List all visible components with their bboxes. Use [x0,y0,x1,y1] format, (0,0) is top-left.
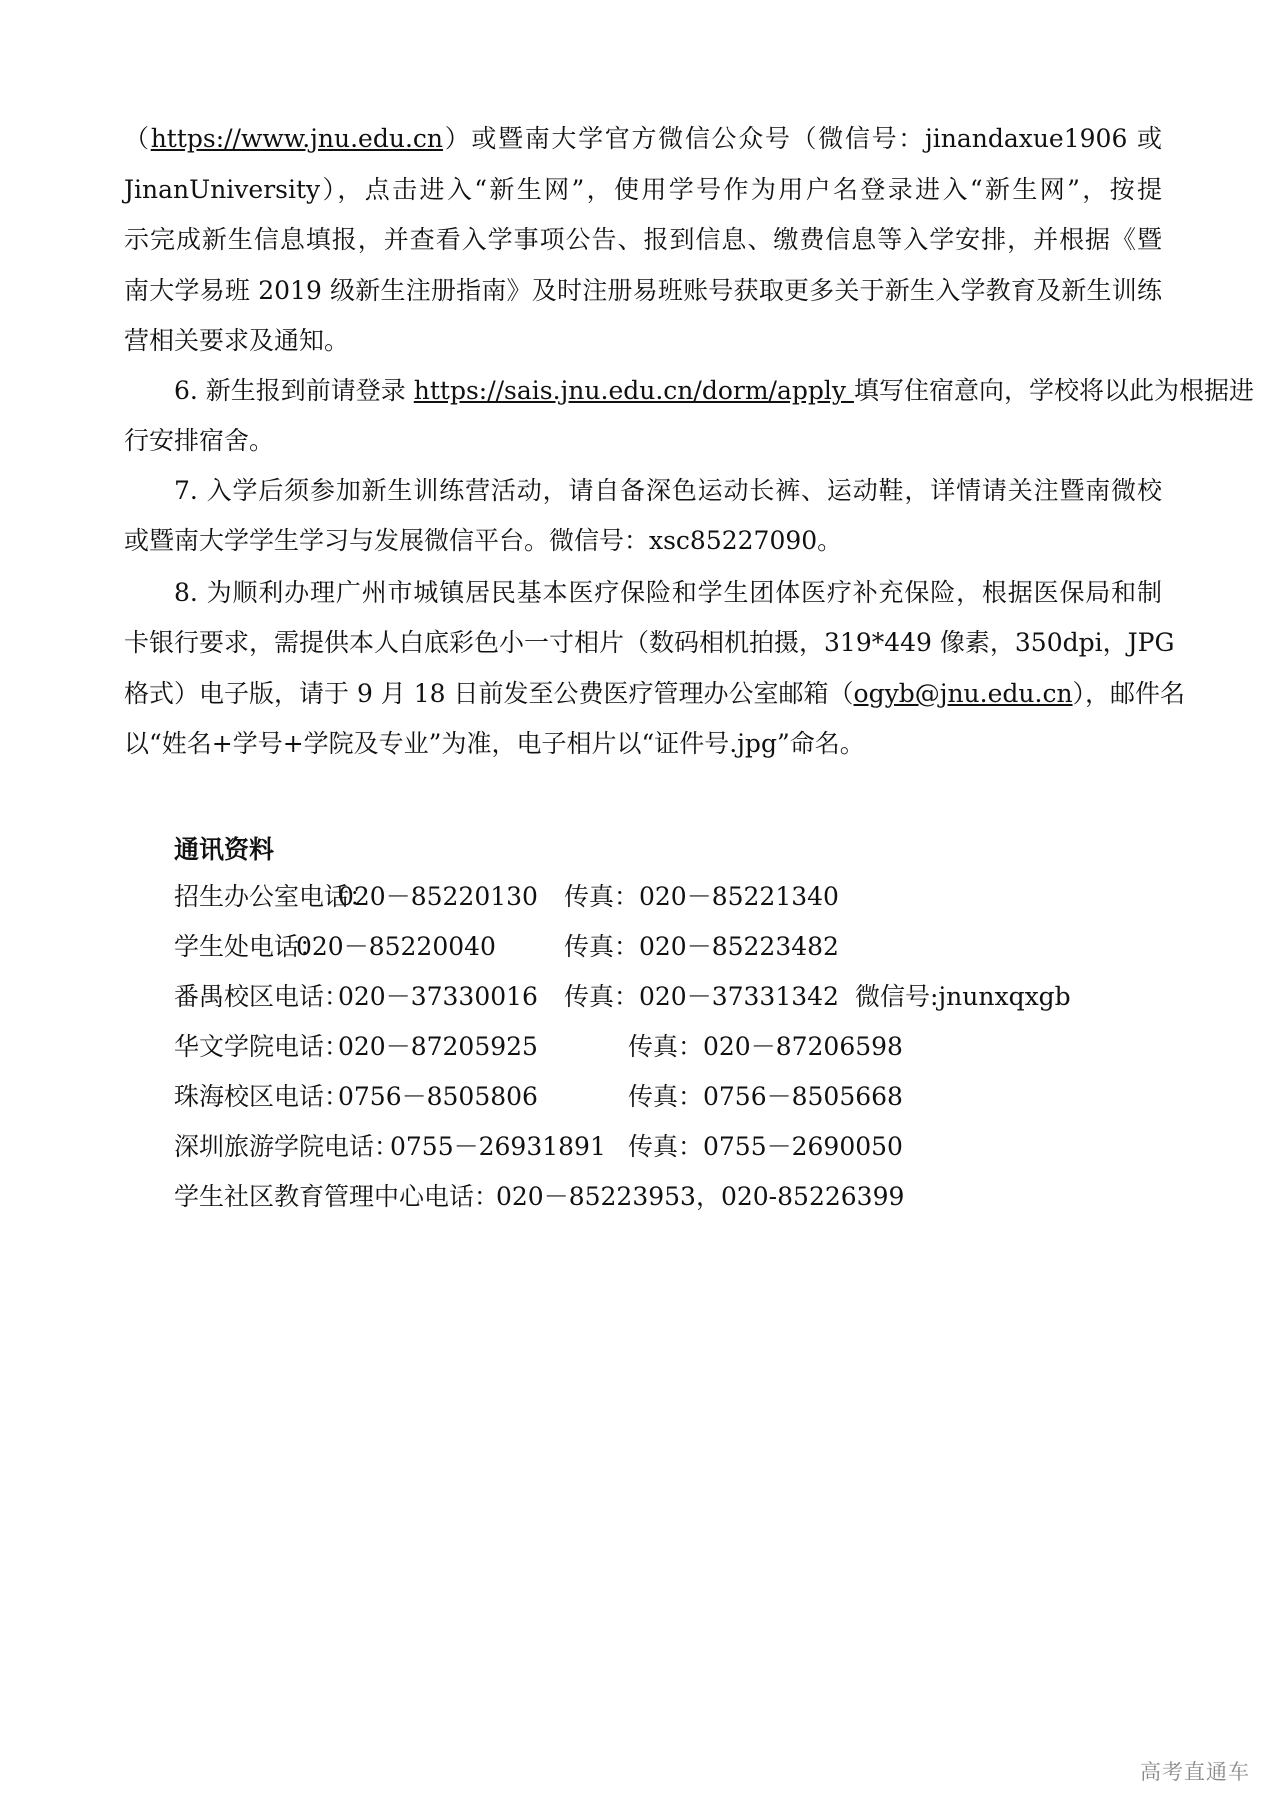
text-segment: （ [124,124,151,153]
text-segment: 示完成新生信息填报，并查看入学事项公告、报到信息、缴费信息等入学安排，并根据《暨 [124,225,1162,254]
text-segment: 南大学易班 2019 级新生注册指南》及时注册易班账号获取更多关于新生入学教育及新生训练 [124,276,1162,305]
contact-row [174,980,1174,1014]
link[interactable]: https://sais.jnu.edu.cn/dorm/apply [413,376,854,405]
contact-phone: 0755－26931891 [390,1132,606,1161]
text-segment: 6. 新生报到前请登录 [174,376,414,405]
contact-fax: 传真：020－85221340 [564,882,839,911]
contact-fax: 传真：020－85223482 [564,932,839,961]
text-segment: ）或暨南大学官方微信公众号（微信号：jinandaxue1906 或 [443,124,1162,153]
contact-phone: 020－85220130 [338,882,538,911]
link[interactable]: https://www.jnu.edu.cn [150,124,444,153]
contact-label: 学生处电话： [174,932,325,961]
text-segment: 格式）电子版，请于 9 月 18 日前发至公费医疗管理办公室邮箱（ [124,679,854,708]
contact-phone: 020－37330016 [338,982,538,1011]
contact-label: 珠海校区电话： [174,1082,350,1111]
link[interactable]: ogyb@jnu.edu.cn [853,679,1073,708]
contact-label: 招生办公室电话： [174,882,375,911]
contact-label: 番禺校区电话： [174,982,350,1011]
body-line [174,374,1254,408]
body-line [174,576,1162,610]
contact-phone: 020－85220040 [296,932,496,961]
text-segment: 填写住宿意向，学校将以此为根据进 [853,376,1254,405]
body-line [124,324,1162,358]
text-segment: 8. 为顺利办理广州市城镇居民基本医疗保险和学生团体医疗补充保险，根据医保局和制 [174,578,1162,607]
text-segment: 7. 入学后须参加新生训练营活动，请自备深色运动长裤、运动鞋，详情请关注暨南微校 [174,476,1162,505]
body-line [124,727,1162,761]
contact-row [174,1080,1174,1114]
contact-fax: 传真：020－87206598 [628,1032,903,1061]
body-line [124,626,1175,660]
text-segment: 卡银行要求，需提供本人白底彩色小一寸相片（数码相机拍摄，319*449 像素，350dpi，JPG [124,628,1175,657]
contact-row [174,930,1174,964]
contact-row [174,1030,1174,1064]
contact-fax: 传真：020－37331342 [564,982,839,1011]
contact-row [174,880,1174,914]
contact-row [174,1180,1174,1214]
contact-phone: 020－87205925 [338,1032,538,1061]
body-line [124,223,1162,257]
body-line [124,524,1162,558]
text-segment: 以“姓名+学号+学院及专业”为准，电子相片以“证件号.jpg”命名。 [124,729,865,758]
text-segment: 行安排宿舍。 [124,426,275,455]
contact-row [174,1130,1174,1164]
body-line [124,122,1162,156]
contacts-heading: 通讯资料 [174,835,275,864]
contact-label: 学生社区教育管理中心电话： [174,1182,500,1211]
contact-fax: 传真：0755－2690050 [628,1132,903,1161]
contact-wechat: 微信号:jnunxqxgb [855,982,1071,1011]
body-line [124,274,1162,308]
contact-label: 深圳旅游学院电话： [174,1132,400,1161]
body-line [124,424,1162,458]
text-segment: 或暨南大学学生学习与发展微信平台。微信号：xsc85227090。 [124,526,843,555]
text-segment: ），邮件名 [1072,679,1186,708]
contact-label: 华文学院电话： [174,1032,350,1061]
body-line [124,677,1186,711]
contact-phone: 020－85223953，020-85226399 [496,1182,905,1211]
contact-phone: 0756－8505806 [338,1082,538,1111]
text-segment: JinanUniversity），点击进入“新生网”，使用学号作为用户名登录进入“新生网”，按提 [124,175,1162,204]
footer-watermark: 高考直通车 [1140,1760,1250,1784]
text-segment: 营相关要求及通知。 [124,326,350,355]
body-line [174,474,1162,508]
body-line [124,173,1162,207]
contact-fax: 传真：0756－8505668 [628,1082,903,1111]
